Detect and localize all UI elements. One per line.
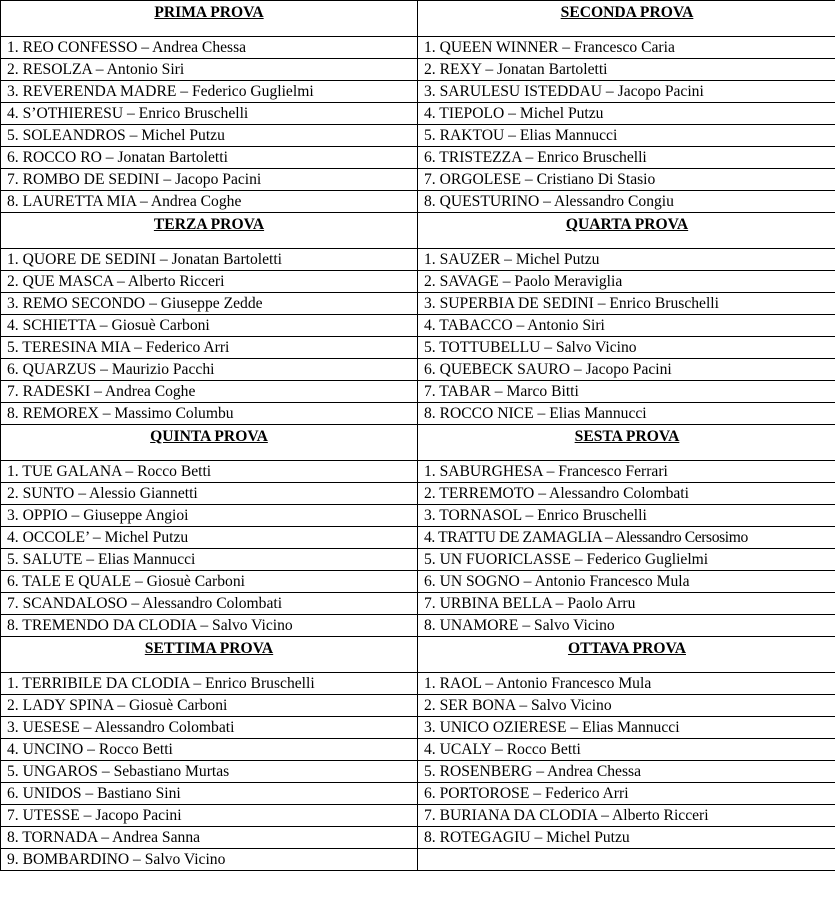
entry-cell xyxy=(1,381,418,403)
entry-cell xyxy=(1,527,418,549)
horse-jockey-entry: 5. TOTTUBELLU – Salvo Vicino xyxy=(424,339,637,356)
horse-jockey-entry: 4. UCALY – Rocco Betti xyxy=(424,741,581,758)
horse-jockey-entry: 8. QUESTURINO – Alessandro Congiu xyxy=(424,193,674,210)
horse-jockey-entry: 3. UESESE – Alessandro Colombati xyxy=(7,719,235,736)
section-title: SETTIMA PROVA xyxy=(144,640,274,657)
horse-jockey-entry: 7. ORGOLESE – Cristiano Di Stasio xyxy=(424,171,656,188)
horse-jockey-entry: 8. ROCCO NICE – Elias Mannucci xyxy=(424,405,647,422)
entry-cell xyxy=(1,505,418,527)
entry-cell xyxy=(1,271,418,293)
entry-cell xyxy=(418,673,835,695)
entry-cell xyxy=(418,271,835,293)
horse-jockey-entry: 3. TORNASOL – Enrico Bruschelli xyxy=(424,507,647,524)
table-row xyxy=(1,483,835,505)
section-title: OTTAVA PROVA xyxy=(567,640,686,657)
entry-cell xyxy=(1,169,418,191)
entry-cell xyxy=(1,849,418,871)
horse-jockey-entry: 5. SALUTE – Elias Mannucci xyxy=(7,551,196,568)
entry-cell xyxy=(1,125,418,147)
horse-jockey-entry: 2. SAVAGE – Paolo Meraviglia xyxy=(424,273,623,290)
entry-cell xyxy=(418,191,835,213)
horse-jockey-entry: 6. QUEBECK SAURO – Jacopo Pacini xyxy=(424,361,672,378)
entry-cell xyxy=(1,37,418,59)
entry-cell xyxy=(1,103,418,125)
entry-cell xyxy=(1,147,418,169)
table-row xyxy=(1,849,835,871)
entry-cell xyxy=(418,337,835,359)
horse-jockey-entry: 8. ROTEGAGIU – Michel Putzu xyxy=(424,829,630,846)
section-header-cell xyxy=(418,637,835,673)
horse-jockey-entry: 1. SABURGHESA – Francesco Ferrari xyxy=(424,463,668,480)
table-row xyxy=(1,593,835,615)
section-header-row xyxy=(1,213,835,249)
horse-jockey-entry: 3. OPPIO – Giuseppe Angioi xyxy=(7,507,189,524)
horse-jockey-entry: 4. TRATTU DE ZAMAGLIA – Alessandro Cersosimo xyxy=(424,529,748,546)
horse-jockey-entry: 6. TALE E QUALE – Giosuè Carboni xyxy=(7,573,245,590)
horse-jockey-entry: 1. RAOL – Antonio Francesco Mula xyxy=(424,675,652,692)
horse-jockey-entry: 5. TERESINA MIA – Federico Arri xyxy=(7,339,230,356)
entry-cell xyxy=(418,103,835,125)
table-row xyxy=(1,191,835,213)
horse-jockey-entry: 1. QUORE DE SEDINI – Jonatan Bartoletti xyxy=(7,251,283,268)
table-row xyxy=(1,461,835,483)
table-row xyxy=(1,293,835,315)
entry-cell xyxy=(418,359,835,381)
table-row xyxy=(1,37,835,59)
table-row xyxy=(1,337,835,359)
horse-jockey-entry: 6. UN SOGNO – Antonio Francesco Mula xyxy=(424,573,690,590)
entry-cell xyxy=(1,461,418,483)
entry-cell xyxy=(418,805,835,827)
horse-jockey-entry: 6. UNIDOS – Bastiano Sini xyxy=(7,785,181,802)
entry-cell xyxy=(418,169,835,191)
horse-jockey-entry: 4. TIEPOLO – Michel Putzu xyxy=(424,105,604,122)
entry-cell xyxy=(418,505,835,527)
table-row xyxy=(1,103,835,125)
section-header-cell xyxy=(1,637,418,673)
table-row xyxy=(1,527,835,549)
horse-jockey-entry: 2. QUE MASCA – Alberto Ricceri xyxy=(7,273,225,290)
table-row xyxy=(1,147,835,169)
entry-cell xyxy=(418,615,835,637)
table-row xyxy=(1,505,835,527)
table-body xyxy=(1,1,835,871)
section-title: SECONDA PROVA xyxy=(560,4,694,21)
entry-cell xyxy=(1,593,418,615)
table-row xyxy=(1,739,835,761)
horse-jockey-entry: 6. QUARZUS – Maurizio Pacchi xyxy=(7,361,215,378)
horse-jockey-entry: 5. ROSENBERG – Andrea Chessa xyxy=(424,763,642,780)
entry-cell xyxy=(1,739,418,761)
table-row xyxy=(1,125,835,147)
entry-cell xyxy=(1,549,418,571)
horse-jockey-entry: 8. TORNADA – Andrea Sanna xyxy=(7,829,201,846)
entry-cell xyxy=(418,81,835,103)
horse-jockey-entry: 5. UN FUORICLASSE – Federico Guglielmi xyxy=(424,551,709,568)
horse-jockey-entry: 5. UNGAROS – Sebastiano Murtas xyxy=(7,763,230,780)
section-header-cell xyxy=(418,425,835,461)
table-row xyxy=(1,249,835,271)
entry-cell xyxy=(418,37,835,59)
entry-cell xyxy=(418,381,835,403)
table-row xyxy=(1,381,835,403)
section-title: TERZA PROVA xyxy=(153,216,265,233)
table-row xyxy=(1,271,835,293)
entry-cell xyxy=(418,403,835,425)
horse-jockey-entry: 1. SAUZER – Michel Putzu xyxy=(424,251,600,268)
entry-cell xyxy=(418,147,835,169)
entry-cell xyxy=(1,717,418,739)
section-header-row xyxy=(1,425,835,461)
horse-jockey-entry: 3. REMO SECONDO – Giuseppe Zedde xyxy=(7,295,263,312)
table-row xyxy=(1,403,835,425)
table-row xyxy=(1,783,835,805)
entry-cell xyxy=(1,615,418,637)
entry-cell xyxy=(1,315,418,337)
horse-jockey-entry: 4. TABACCO – Antonio Siri xyxy=(424,317,605,334)
horse-jockey-entry: 7. UTESSE – Jacopo Pacini xyxy=(7,807,182,824)
entry-cell xyxy=(1,293,418,315)
horse-jockey-entry: 7. TABAR – Marco Bitti xyxy=(424,383,579,400)
entry-cell xyxy=(418,125,835,147)
table-row xyxy=(1,827,835,849)
horse-jockey-entry: 7. BURIANA DA CLODIA – Alberto Ricceri xyxy=(424,807,709,824)
horse-jockey-entry: 1. TUE GALANA – Rocco Betti xyxy=(7,463,212,480)
entry-cell xyxy=(1,359,418,381)
entry-cell xyxy=(418,717,835,739)
entry-cell xyxy=(1,191,418,213)
section-title: QUINTA PROVA xyxy=(150,428,268,445)
entry-cell xyxy=(1,59,418,81)
table-row xyxy=(1,169,835,191)
entry-cell xyxy=(1,81,418,103)
table-row xyxy=(1,615,835,637)
section-title: PRIMA PROVA xyxy=(154,4,264,21)
table-row xyxy=(1,359,835,381)
entry-cell xyxy=(1,483,418,505)
horse-jockey-entry: 8. REMOREX – Massimo Columbu xyxy=(7,405,234,422)
entry-cell xyxy=(1,403,418,425)
horse-jockey-entry: 4. SCHIETTA – Giosuè Carboni xyxy=(7,317,210,334)
table-row xyxy=(1,59,835,81)
horse-jockey-entry: 5. SOLEANDROS – Michel Putzu xyxy=(7,127,225,144)
horse-jockey-entry: 3. UNICO OZIERESE – Elias Mannucci xyxy=(424,719,680,736)
horse-jockey-entry: 1. REO CONFESSO – Andrea Chessa xyxy=(7,39,247,56)
horse-jockey-entry: 8. LAURETTA MIA – Andrea Coghe xyxy=(7,193,242,210)
table-row xyxy=(1,805,835,827)
entry-cell xyxy=(418,695,835,717)
table-row xyxy=(1,761,835,783)
horse-jockey-entry: 2. TERREMOTO – Alessandro Colombati xyxy=(424,485,689,502)
entry-cell xyxy=(418,549,835,571)
entry-cell xyxy=(1,761,418,783)
section-header-cell xyxy=(418,1,835,37)
entry-cell xyxy=(418,293,835,315)
horse-jockey-entry: 7. URBINA BELLA – Paolo Arru xyxy=(424,595,636,612)
horse-jockey-entry: 3. SARULESU ISTEDDAU – Jacopo Pacini xyxy=(424,83,704,100)
section-title: QUARTA PROVA xyxy=(565,216,689,233)
horse-jockey-entry: 7. RADESKI – Andrea Coghe xyxy=(7,383,196,400)
entry-cell xyxy=(418,761,835,783)
horse-jockey-entry: 2. REXY – Jonatan Bartoletti xyxy=(424,61,608,78)
entry-cell xyxy=(418,849,835,871)
entry-cell xyxy=(418,739,835,761)
entry-cell xyxy=(418,783,835,805)
entry-cell xyxy=(418,315,835,337)
table-row xyxy=(1,81,835,103)
horse-jockey-entry: 2. SUNTO – Alessio Giannetti xyxy=(7,485,198,502)
entry-cell xyxy=(418,59,835,81)
entry-cell xyxy=(1,783,418,805)
table-row xyxy=(1,549,835,571)
section-header-row xyxy=(1,1,835,37)
horse-jockey-entry: 9. BOMBARDINO – Salvo Vicino xyxy=(7,851,226,868)
horse-jockey-entry: 6. ROCCO RO – Jonatan Bartoletti xyxy=(7,149,228,166)
entry-cell xyxy=(1,695,418,717)
section-header-cell xyxy=(1,425,418,461)
entry-cell xyxy=(1,337,418,359)
horse-jockey-entry: 8. TREMENDO DA CLODIA – Salvo Vicino xyxy=(7,617,293,634)
entry-cell xyxy=(418,483,835,505)
section-header-cell xyxy=(1,213,418,249)
horse-jockey-entry: 3. REVERENDA MADRE – Federico Guglielmi xyxy=(7,83,314,100)
horse-jockey-entry: 1. QUEEN WINNER – Francesco Caria xyxy=(424,39,675,56)
entry-cell xyxy=(1,249,418,271)
horse-jockey-entry: 1. TERRIBILE DA CLODIA – Enrico Bruschelli xyxy=(7,675,315,692)
section-header-cell xyxy=(418,213,835,249)
horse-jockey-entry: 4. OCCOLE’ – Michel Putzu xyxy=(7,529,189,546)
horse-jockey-entry: 4. S’OTHIERESU – Enrico Bruschelli xyxy=(7,105,249,122)
section-header-row xyxy=(1,637,835,673)
horse-jockey-entry: 3. SUPERBIA DE SEDINI – Enrico Bruschelli xyxy=(424,295,719,312)
horse-jockey-entry: 2. RESOLZA – Antonio Siri xyxy=(7,61,185,78)
entry-cell xyxy=(418,461,835,483)
horse-jockey-entry: 2. SER BONA – Salvo Vicino xyxy=(424,697,612,714)
section-title: SESTA PROVA xyxy=(574,428,680,445)
horse-jockey-entry: 7. ROMBO DE SEDINI – Jacopo Pacini xyxy=(7,171,262,188)
table-row xyxy=(1,717,835,739)
horse-jockey-entry: 7. SCANDALOSO – Alessandro Colombati xyxy=(7,595,283,612)
entry-cell xyxy=(418,249,835,271)
horse-jockey-entry: 4. UNCINO – Rocco Betti xyxy=(7,741,173,758)
entry-cell xyxy=(418,593,835,615)
table-row xyxy=(1,571,835,593)
horse-jockey-entry: 8. UNAMORE – Salvo Vicino xyxy=(424,617,615,634)
entry-cell xyxy=(1,827,418,849)
entry-cell xyxy=(418,527,835,549)
table-row xyxy=(1,315,835,337)
entry-cell xyxy=(1,571,418,593)
horse-jockey-entry: 6. PORTOROSE – Federico Arri xyxy=(424,785,629,802)
horse-jockey-entry: 2. LADY SPINA – Giosuè Carboni xyxy=(7,697,228,714)
entry-cell xyxy=(1,673,418,695)
entry-cell xyxy=(418,827,835,849)
table-row xyxy=(1,695,835,717)
horse-jockey-entry: 6. TRISTEZZA – Enrico Bruschelli xyxy=(424,149,647,166)
table-row xyxy=(1,673,835,695)
entry-cell xyxy=(1,805,418,827)
section-header-cell xyxy=(1,1,418,37)
horse-jockey-entry: 5. RAKTOU – Elias Mannucci xyxy=(424,127,618,144)
entry-cell xyxy=(418,571,835,593)
